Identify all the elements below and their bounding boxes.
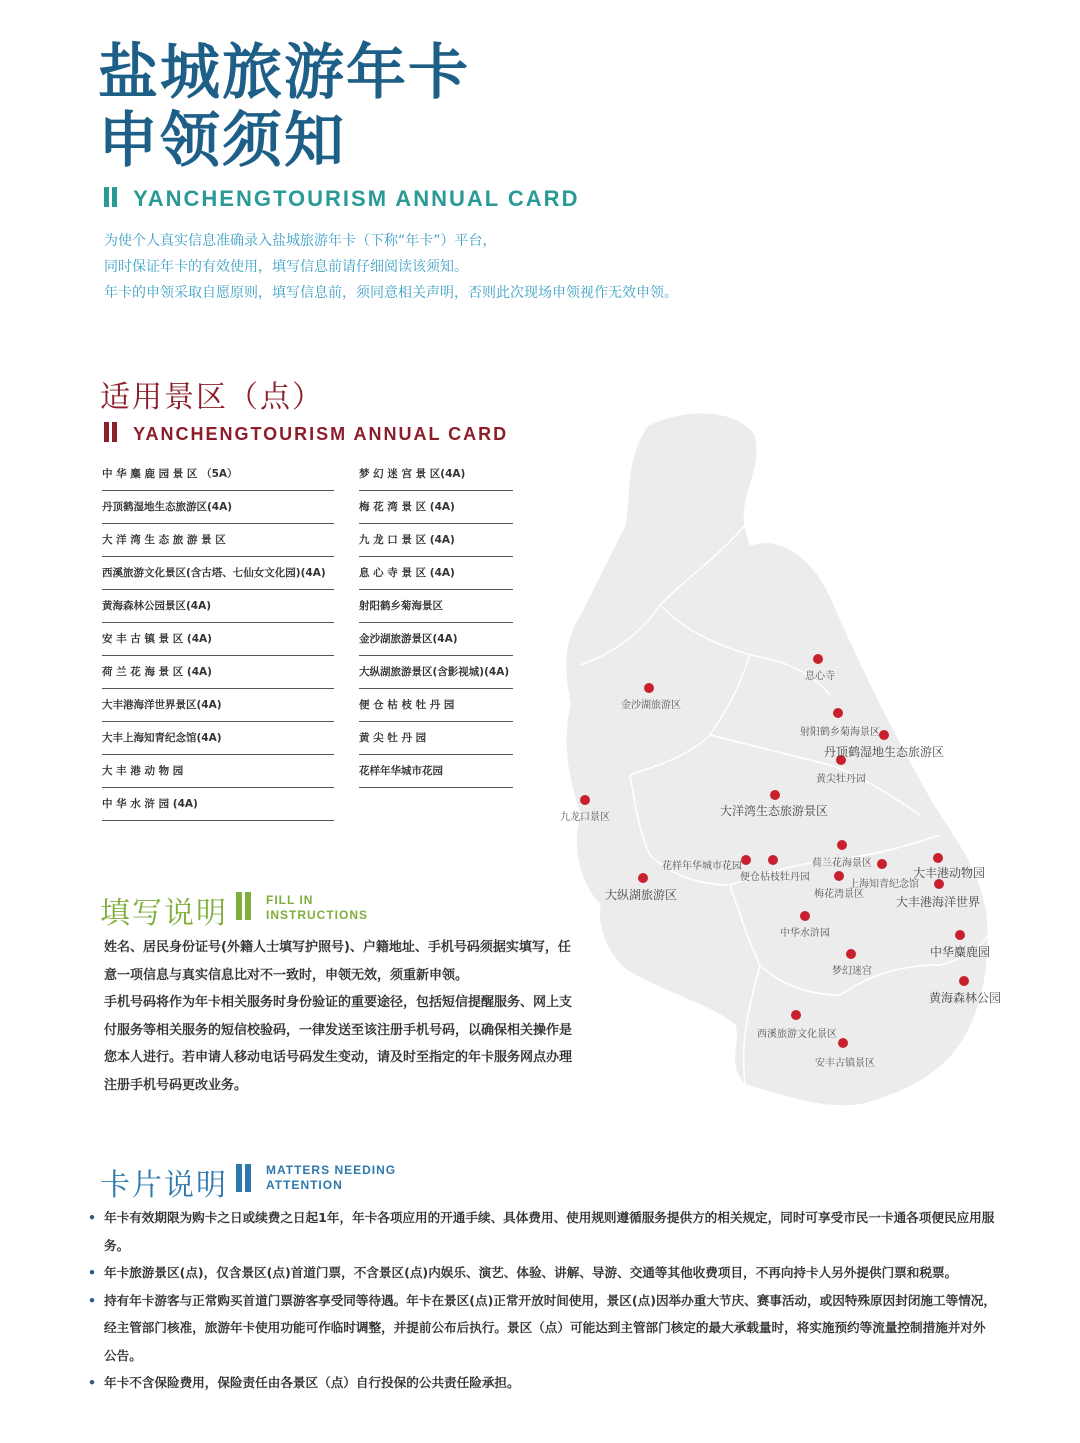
map-marker: [959, 976, 969, 986]
card-title-en: [266, 1163, 396, 1193]
map-label: 金沙湖旅游区: [621, 700, 681, 711]
fill-title-en-line2: INSTRUCTIONS: [266, 908, 368, 922]
map-marker: [741, 855, 751, 865]
page-title-line2: 申领须知: [98, 106, 346, 176]
subtitle-row: [104, 186, 579, 212]
map-marker: [846, 949, 856, 959]
card-note: • 年卡不含保险费用，保险责任由各景区（点）自行投保的公共责任险承担。: [88, 1369, 998, 1397]
map-marker: [838, 1038, 848, 1048]
scenic-item: 大 洋 湾 生 态 旅 游 景 区: [102, 525, 334, 557]
scenic-subtitle-en: YANCHENGTOURISM ANNUAL CARD: [133, 423, 509, 444]
scenic-bars-icon: [104, 422, 120, 446]
scenic-list-left: [102, 459, 334, 822]
map-marker: [813, 654, 823, 664]
scenic-item: 丹顶鹤湿地生态旅游区(4A): [102, 492, 334, 524]
map-label: 射阳鹤乡菊海景区: [800, 727, 880, 738]
scenic-item: 安 丰 古 镇 景 区 (4A): [102, 624, 334, 656]
map-marker: [638, 873, 648, 883]
fill-title-en-line1: FILL IN: [266, 893, 314, 907]
scenic-item: 大丰上海知青纪念馆(4A): [102, 723, 334, 755]
map-label: 大丰港动物园: [913, 866, 986, 880]
subtitle-en: YANCHENGTOURISM ANNUAL CARD: [133, 186, 580, 211]
map-label: 便仓枯枝牡丹园: [740, 872, 810, 883]
fill-instructions: [104, 934, 574, 1099]
map-marker: [768, 855, 778, 865]
map-label: 息心寺: [805, 671, 835, 682]
map-marker: [791, 1010, 801, 1020]
scenic-item: 九 龙 口 景 区 (4A): [359, 525, 513, 557]
map-marker: [879, 730, 889, 740]
fill-title-en: [266, 893, 368, 923]
card-note: • 持有年卡游客与正常购买首道门票游客享受同等待遇。年卡在景区(点)正常开放时间使用，景区(点)因举办重大节庆、赛事活动，或因特殊原因封闭施工等情况，经主管部门核准，旅游年卡使用功能可作临时调整，并提前公布后执行。景区（点）可能达到主管部门核定的最大承载量时，将实施预约等流量控制措施并对外公告。: [88, 1287, 998, 1370]
map-label: 中华麋鹿园: [930, 945, 991, 959]
scenic-item: 息 心 寺 景 区 (4A): [359, 558, 513, 590]
page-title-line1: 盐城旅游年卡: [98, 38, 470, 108]
scenic-subtitle-row: [104, 422, 508, 446]
card-note: • 年卡旅游景区(点)，仅含景区(点)首道门票，不含景区(点)内娱乐、演艺、体验、讲解、导游、交通等其他收费项目，不再向持卡人另外提供门票和税票。: [88, 1259, 998, 1287]
map-label: 中华水浒园: [780, 928, 830, 939]
card-title-en-line2: ATTENTION: [266, 1178, 343, 1192]
map-label: 荷兰花海景区: [812, 858, 872, 869]
intro-line: 为使个人真实信息准确录入盐城旅游年卡（下称“年卡”）平台，: [104, 233, 497, 249]
map-label: 大洋湾生态旅游景区: [720, 804, 829, 818]
map-label: 花样年华城市花园: [662, 861, 742, 872]
scenic-item: 黄 尖 牡 丹 园: [359, 723, 513, 755]
subtitle-bars-icon: [104, 187, 120, 211]
map-marker: [644, 683, 654, 693]
map-label: 梅花湾景区: [814, 889, 864, 900]
scenic-item: 梦 幻 迷 宫 景 区(4A): [359, 459, 513, 491]
map-label: 大丰港海洋世界: [896, 895, 981, 909]
card-notes: [88, 1204, 998, 1397]
map-marker: [933, 853, 943, 863]
scenic-item: 花样年华城市花园: [359, 756, 513, 788]
card-note: • 年卡有效期限为购卡之日或续费之日起1年，年卡各项应用的开通手续、具体费用、使用规则遵循服务提供方的相关规定，同时可享受市民一卡通各项便民应用服务。: [88, 1204, 998, 1259]
scenic-item: 荷 兰 花 海 景 区 (4A): [102, 657, 334, 689]
map-marker: [834, 871, 844, 881]
intro-line: 同时保证年卡的有效使用，填写信息前请仔细阅读该须知。: [104, 259, 468, 275]
scenic-item: 金沙湖旅游景区(4A): [359, 624, 513, 656]
card-title: 卡片说明: [100, 1168, 228, 1203]
map-marker: [877, 859, 887, 869]
scenic-item: 中 华 水 浒 园 (4A): [102, 789, 334, 821]
intro-text: [104, 228, 678, 306]
scenic-list-right: [359, 459, 513, 789]
map-label: 丹顶鹤湿地生态旅游区: [824, 745, 945, 759]
card-bars-icon: [236, 1164, 254, 1196]
fill-paragraph: 手机号码将作为年卡相关服务时身份验证的重要途径，包括短信提醒服务、网上支付服务等相关服务的短信校验码，一律发送至该注册手机号码，以确保相关操作是您本人进行。若申请人移动电话号码发生变动，请及时至指定的年卡服务网点办理注册手机号码更改业务。: [104, 995, 573, 1093]
map-label: 黄海森林公园: [929, 991, 1002, 1005]
scenic-item: 便 仓 枯 枝 牡 丹 园: [359, 690, 513, 722]
map-marker: [833, 708, 843, 718]
scenic-item: 西溪旅游文化景区(含古塔、七仙女文化园)(4A): [102, 558, 334, 590]
fill-title: 填写说明: [100, 896, 228, 931]
scenic-item: 射阳鹤乡菊海景区: [359, 591, 513, 623]
map-label: 上海知青纪念馆: [849, 879, 919, 890]
map-label: 大纵湖旅游区: [605, 888, 678, 902]
scenic-item: 中 华 麋 鹿 园 景 区 （5A）: [102, 459, 334, 491]
scenic-item: 大纵湖旅游景区(含影视城)(4A): [359, 657, 513, 689]
scenic-item: 大 丰 港 动 物 园: [102, 756, 334, 788]
map-label: 九龙口景区: [560, 812, 610, 823]
map-marker: [770, 790, 780, 800]
map-marker: [955, 930, 965, 940]
map-label: 安丰古镇景区: [815, 1058, 875, 1069]
card-title-en-line1: MATTERS NEEDING: [266, 1163, 397, 1177]
region-map: [540, 405, 1000, 1115]
intro-line: 年卡的申领采取自愿原则，填写信息前，须同意相关声明，否则此次现场申领视作无效申领。: [104, 285, 678, 301]
map-label: 黄尖牡丹园: [816, 774, 866, 785]
map-marker: [580, 795, 590, 805]
scenic-title: 适用景区（点）: [100, 380, 324, 415]
scenic-item: 大丰港海洋世界景区(4A): [102, 690, 334, 722]
map-marker: [837, 840, 847, 850]
map-label: 梦幻迷宫: [832, 966, 872, 977]
map-marker: [800, 911, 810, 921]
fill-bars-icon: [236, 892, 254, 924]
map-label: 西溪旅游文化景区: [757, 1029, 837, 1040]
scenic-item: 梅 花 湾 景 区 (4A): [359, 492, 513, 524]
scenic-item: 黄海森林公园景区(4A): [102, 591, 334, 623]
fill-paragraph: 姓名、居民身份证号(外籍人士填写护照号)、户籍地址、手机号码须据实填写，任意一项信息与真实信息比对不一致时，申领无效，须重新申领。: [104, 940, 571, 983]
